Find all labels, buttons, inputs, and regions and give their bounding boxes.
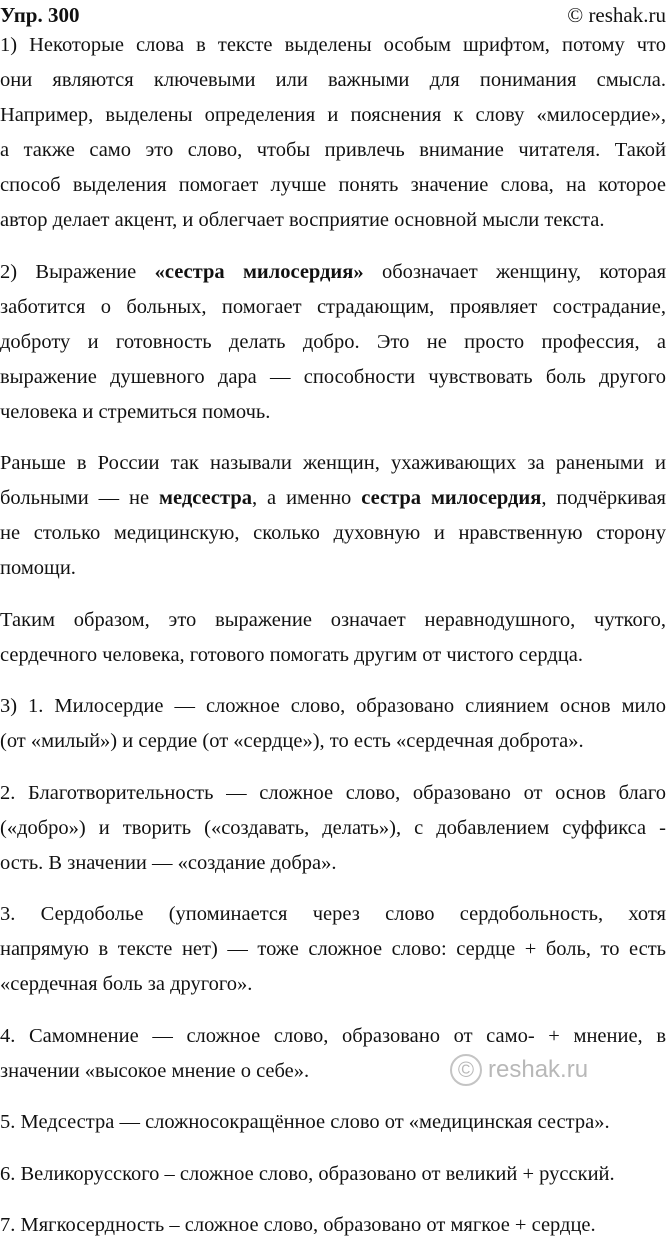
text-line: [0, 897, 666, 932]
text-line: [0, 1054, 666, 1089]
text-line: [0, 481, 666, 516]
text-segment: 3. Сердоболье (упоминается через слово сердобольность, хотя: [0, 903, 666, 925]
text-segment: Раньше в России так называли женщин, ухаживающих за ранеными и: [0, 452, 666, 474]
text-line: [0, 1208, 666, 1243]
paragraph: [0, 897, 666, 1002]
text-segment: 6. Великорусского – сложное слово, образовано от великий + русский.: [0, 1162, 615, 1185]
text-line: [0, 133, 666, 168]
text-line: [0, 360, 666, 395]
paragraph: [0, 255, 666, 430]
text-segment: обозначает женщину, которая: [363, 260, 666, 283]
text-segment: 2. Благотворительность — сложное слово, образовано от основ благо: [0, 781, 666, 804]
text-segment: не столько медицинскую, сколько духовную и нравственную сторону: [0, 522, 666, 544]
text-segment: 7. Мягкосердность – сложное слово, образовано от мягкое + сердце.: [0, 1214, 596, 1236]
text-line: [0, 776, 666, 811]
text-line: [0, 325, 666, 360]
text-line: [0, 846, 666, 881]
text-segment: выражение душевного дара — способности чувствовать боль другого: [0, 365, 666, 388]
bold-term: сестра милосердия: [361, 487, 542, 509]
text-line: [0, 932, 666, 967]
paragraph: [0, 28, 666, 238]
text-line: [0, 603, 666, 638]
text-line: [0, 638, 666, 673]
text-line: [0, 967, 666, 1002]
text-line: [0, 1019, 666, 1054]
text-segment: сердечного человека, готового помогать другим от чистого сердца.: [0, 643, 583, 666]
text-segment: помощи.: [0, 557, 76, 579]
text-segment: 2) Выражение: [0, 260, 155, 283]
text-line: [0, 63, 666, 98]
text-line: [0, 689, 666, 724]
exercise-title: Упр. 300: [0, 2, 80, 27]
paragraph: [0, 1105, 666, 1140]
text-line: [0, 168, 666, 203]
text-segment: 5. Медсестра — сложносокращённое слово от «медицинская сестра».: [0, 1111, 610, 1133]
text-line: [0, 811, 666, 846]
paragraph: [0, 1157, 666, 1192]
text-segment: человека и стремиться помочь.: [0, 400, 271, 423]
text-segment: ость. В значении — «создание добра».: [0, 851, 337, 874]
bold-term: медсестра: [159, 487, 252, 509]
text-segment: а также само это слово, чтобы привлечь внимание читателя. Такой: [0, 139, 666, 161]
text-line: [0, 724, 666, 759]
text-segment: «сердечная боль за другого».: [0, 973, 253, 995]
text-line: [0, 551, 666, 586]
text-segment: напрямую в тексте нет) — тоже сложное слово: сердце + боль, то есть: [0, 938, 666, 960]
text-segment: («добро») и творить («создавать, делать»), с добавлением суффикса -: [0, 816, 666, 839]
answer-text: [0, 28, 666, 1260]
text-segment: (от «милый») и сердие (от «сердце»), то есть «сердечная доброта».: [0, 730, 584, 752]
text-segment: способ выделения помогает лучше понять значение слова, на которое: [0, 174, 666, 196]
paragraph: [0, 1019, 666, 1089]
text-segment: они являются ключевыми или важными для понимания смысла.: [0, 69, 666, 91]
text-line: [0, 446, 666, 481]
copyright-label: © reshak.ru: [567, 2, 666, 27]
text-segment: 1) Некоторые слова в тексте выделены особым шрифтом, потому что: [0, 34, 666, 56]
paragraph: [0, 603, 666, 673]
page-header: [0, 0, 666, 30]
text-segment: 4. Самомнение — сложное слово, образовано от само- + мнение, в: [0, 1024, 666, 1047]
text-segment: Таким образом, это выражение означает неравнодушного, чуткого,: [0, 608, 666, 631]
bold-term: «сестра милосердия»: [154, 260, 364, 283]
text-segment: автор делает акцент, и облегчает восприятие основной мысли текста.: [0, 209, 605, 231]
paragraph: [0, 689, 666, 759]
text-segment: Например, выделены определения и пояснения к слову «милосердие»,: [0, 104, 666, 126]
paragraph: [0, 1208, 666, 1243]
text-line: [0, 516, 666, 551]
text-line: [0, 28, 666, 63]
text-segment: 3) 1. Милосердие — сложное слово, образовано слиянием основ мило: [0, 695, 666, 717]
text-line: [0, 98, 666, 133]
watermark-text: reshak.ru: [488, 1056, 589, 1083]
text-line: [0, 290, 666, 325]
text-line: [0, 203, 666, 238]
text-line: [0, 1105, 666, 1140]
text-segment: , подчёркивая: [541, 487, 666, 509]
paragraph: [0, 446, 666, 586]
text-segment: заботится о больных, помогает страдающим, проявляет сострадание,: [0, 295, 666, 318]
text-segment: больными — не: [0, 487, 160, 509]
text-segment: значении «высокое мнение о себе».: [0, 1059, 310, 1082]
text-line: [0, 395, 666, 430]
text-segment: , а именно: [251, 487, 362, 509]
text-line: [0, 1157, 666, 1192]
text-line: [0, 255, 666, 290]
paragraph: [0, 776, 666, 881]
copyright-watermark-icon: ©: [450, 1054, 482, 1086]
text-segment: доброту и готовность делать добро. Это не просто профессия, а: [0, 330, 666, 353]
